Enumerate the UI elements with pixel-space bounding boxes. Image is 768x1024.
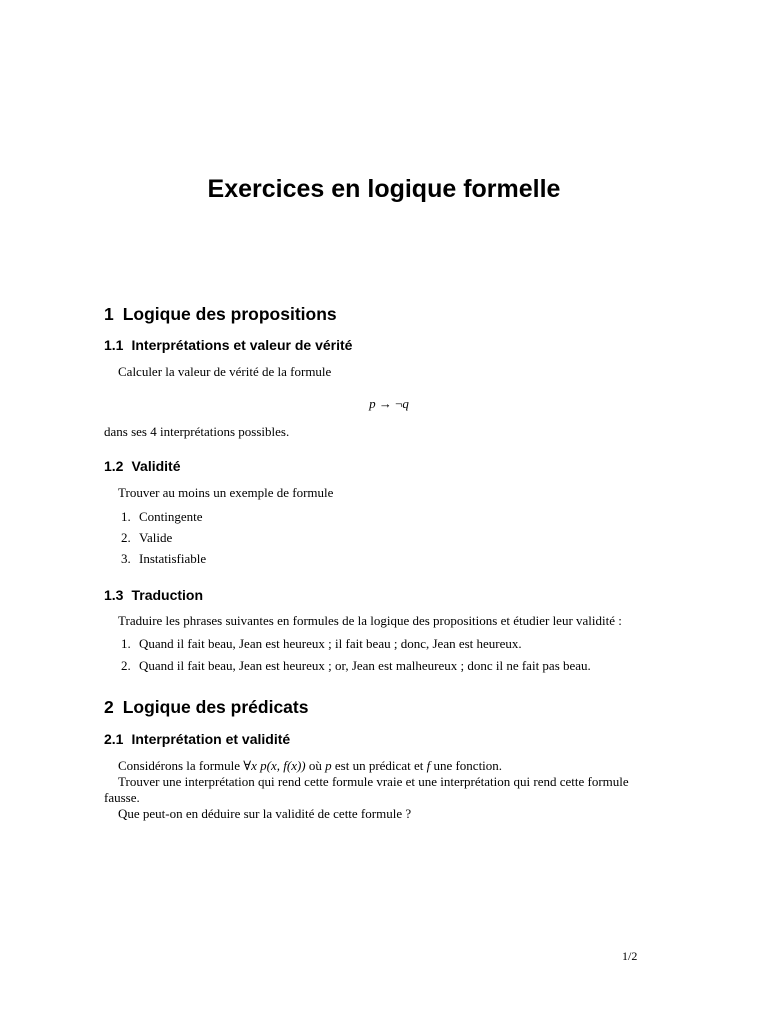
paragraph-2-1-line2: Trouver une interprétation qui rend cette formule vraie et une interprétation qui rend cette formule [118,774,629,789]
formula-p-implies-not-q [0,396,768,412]
subsection-number: 2.1 [104,731,124,747]
list-item-number: 1. [121,636,131,651]
subsection-1-1-heading [104,337,352,353]
paragraph-1-2-intro: Trouver au moins un exemple de formule [118,485,334,500]
subsection-2-1-heading [104,731,290,747]
section-2-heading [104,697,308,718]
math-var-f: f [426,758,431,773]
list-item [121,551,206,567]
subsection-number: 1.2 [104,458,124,474]
list-item-number: 3. [121,551,131,566]
document-title: Exercices en logique formelle [207,175,561,203]
list-item-text: Valide [139,530,173,545]
subsection-title: Interprétations et valeur de vérité [131,337,353,353]
list-item [121,530,172,546]
paragraph-1-1-intro: Calculer la valeur de vérité de la formule [118,364,332,379]
formula-var-p: p [369,396,376,411]
list-item [121,636,522,652]
section-number: 1 [104,304,114,324]
formula-var-q: q [402,396,409,411]
subsection-number: 1.3 [104,587,124,603]
paragraph-2-1-line1 [118,758,502,774]
text-fragment: une fonction. [430,758,503,773]
list-item-number: 1. [121,509,131,524]
list-item-text: Quand il fait beau, Jean est heureux ; or, Jean est malheureux ; donc il ne fait pas beau. [139,658,591,673]
section-title: Logique des prédicats [122,697,309,717]
list-item-text: Quand il fait beau, Jean est heureux ; il fait beau ; donc, Jean est heureux. [139,636,522,651]
paragraph-2-1-line3: Que peut-on en déduire sur la validité de cette formule ? [118,806,412,821]
text-fragment: Considérons la formule [118,758,244,773]
list-item-number: 2. [121,530,131,545]
formula-forall: ∀x p(x, f(x)) [243,758,306,773]
text-fragment: est un prédicat et [331,758,427,773]
formula-negation: ¬ [395,396,403,411]
subsection-title: Interprétation et validité [131,731,291,747]
math-var-p: p [325,758,332,773]
subsection-number: 1.1 [104,337,124,353]
list-item-text: Instatisfiable [139,551,207,566]
subsection-1-2-heading [104,458,181,474]
list-item-text: Contingente [139,509,203,524]
paragraph-2-1-line2-continued: fausse. [104,790,140,805]
list-item [121,509,203,525]
section-title: Logique des propositions [122,304,337,324]
text-fragment: où [305,758,326,773]
section-number: 2 [104,697,114,717]
subsection-title: Traduction [131,587,204,603]
subsection-1-3-heading [104,587,203,603]
paragraph-1-1-after: dans ses 4 interprétations possibles. [104,424,290,439]
formula-arrow: → [378,396,392,411]
page-number: 1/2 [622,949,638,963]
list-item [121,658,591,674]
section-1-heading [104,304,337,325]
paragraph-1-3-intro: Traduire les phrases suivantes en formules de la logique des propositions et étudier leur validité : [118,613,622,628]
list-item-number: 2. [121,658,131,673]
subsection-title: Validité [131,458,181,474]
